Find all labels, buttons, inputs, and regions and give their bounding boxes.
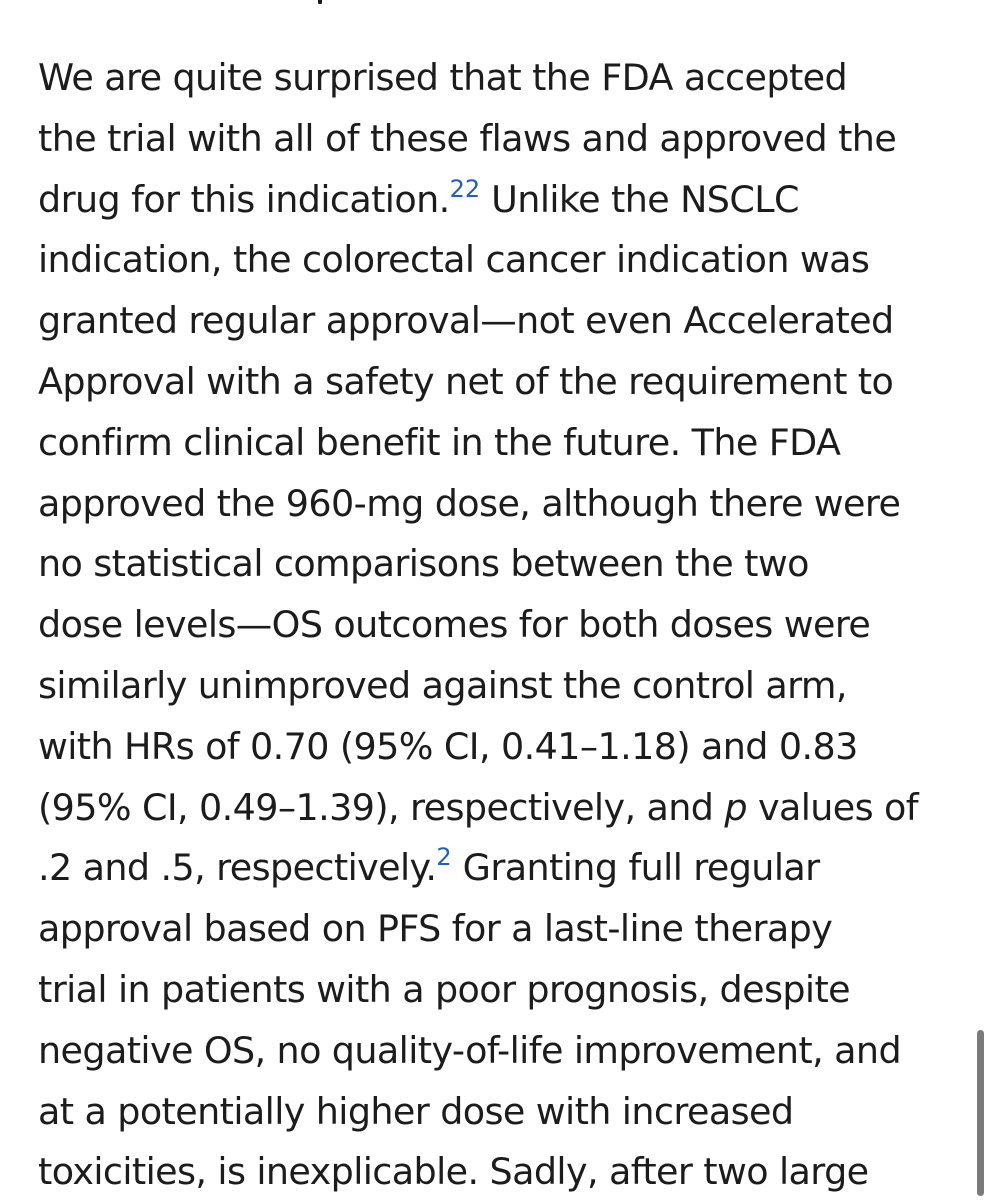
text-line: We are quite surprised that the FDA accepted	[38, 56, 848, 99]
text-segment: Unlike the NSCLC	[480, 177, 799, 221]
text-line: with HRs of 0.70 (95% CI, 0.41–1.18) and 0.83	[38, 724, 858, 768]
text-line: similarly unimproved against the control arm,	[38, 663, 847, 707]
clipped-previous-line	[318, 0, 322, 4]
text-line: approval based on PFS for a last-line therapy	[38, 907, 833, 951]
text-line: dose levels—OS outcomes for both doses were	[38, 603, 871, 647]
reference-link-22[interactable]: 22	[449, 174, 481, 203]
text-line: at a potentially higher dose with increased	[38, 1089, 794, 1133]
italic-p-value-symbol: p	[724, 785, 747, 829]
text-line: Approval with a safety net of the requirement to	[38, 359, 894, 403]
text-line: toxicities, is inexplicable. Sadly, after two large	[38, 1150, 869, 1194]
text-segment: .2 and .5, respectively.	[38, 846, 437, 890]
text-line: confirm clinical benefit in the future. The FDA	[38, 420, 841, 464]
text-segment: values of	[746, 785, 919, 829]
text-line: negative OS, no quality-of-life improvement, and	[38, 1028, 902, 1072]
text-line	[38, 838, 958, 899]
text-line: indication, the colorectal cancer indication was	[38, 238, 870, 282]
text-line: the trial with all of these flaws and approved the	[38, 116, 897, 160]
text-segment: (95% CI, 0.49–1.39), respectively, and	[38, 785, 725, 829]
text-line: granted regular approval—not even Accelerated	[38, 299, 894, 343]
text-line: approved the 960-mg dose, although there were	[38, 481, 901, 525]
text-line	[38, 778, 958, 839]
article-paragraph	[38, 48, 958, 1200]
text-line: trial in patients with a poor prognosis, despite	[38, 967, 851, 1011]
text-line	[38, 170, 958, 231]
text-segment: drug for this indication.	[38, 177, 450, 221]
text-segment: Granting full regular	[451, 846, 820, 890]
text-line: no statistical comparisons between the two	[38, 542, 809, 586]
vertical-scrollbar[interactable]	[977, 1030, 984, 1196]
reference-link-2[interactable]: 2	[436, 843, 452, 872]
